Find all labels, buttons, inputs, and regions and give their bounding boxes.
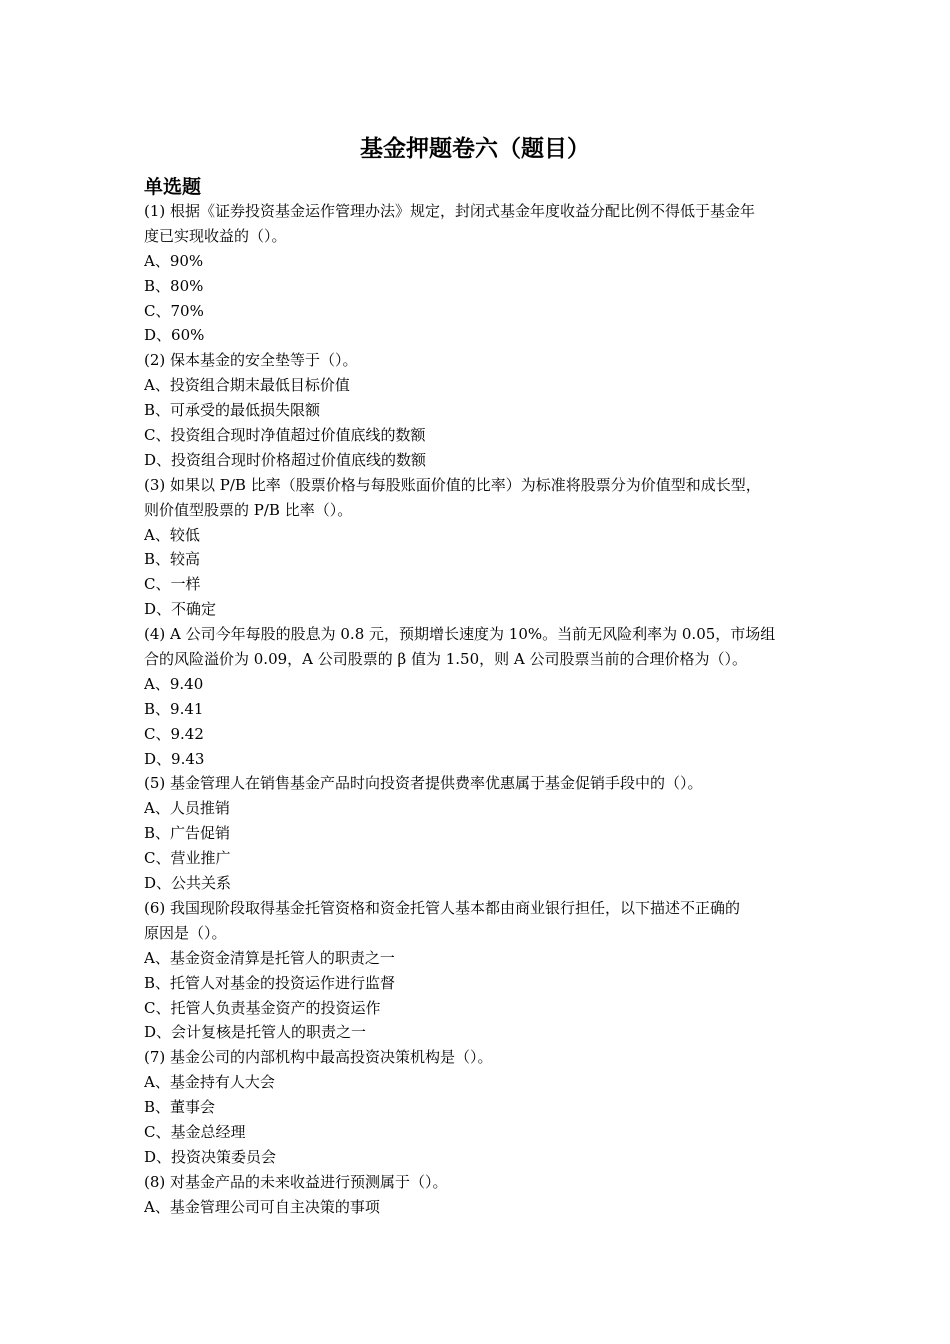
option-d: D、投资组合现时价格超过价值底线的数额 bbox=[144, 450, 427, 469]
question-text: (3) 如果以 P/B 比率（股票价格与每股账面价值的比率）为标准将股票分为价值型和成长型， bbox=[144, 475, 761, 494]
option-c: C、基金总经理 bbox=[144, 1122, 246, 1141]
question-text: (4) A 公司今年每股的股息为 0.8 元，预期增长速度为 10%。当前无风险利率为 0.05，市场组 bbox=[144, 625, 776, 644]
option-b: B、9.41 bbox=[144, 699, 204, 718]
option-a: A、基金资金清算是托管人的职责之一 bbox=[144, 948, 395, 967]
option-b: B、较高 bbox=[144, 550, 201, 569]
option-b: B、广告促销 bbox=[144, 824, 231, 843]
question-8 bbox=[144, 1170, 812, 1220]
option-a: A、基金管理公司可自主决策的事项 bbox=[144, 1197, 380, 1216]
option-d: D、9.43 bbox=[144, 749, 205, 768]
option-c: C、营业推广 bbox=[144, 849, 231, 868]
option-d: D、公共关系 bbox=[144, 874, 232, 893]
option-a: A、9.40 bbox=[144, 674, 204, 693]
question-text: 合的风险溢价为 0.09，A 公司股票的 β 值为 1.50，则 A 公司股票当前的合理价格为（）。 bbox=[144, 650, 748, 669]
option-c: C、托管人负责基金资产的投资运作 bbox=[144, 998, 381, 1017]
question-text: (2) 保本基金的安全垫等于（）。 bbox=[144, 351, 358, 370]
question-text: (8) 对基金产品的未来收益进行预测属于（）。 bbox=[144, 1172, 448, 1191]
option-a: A、人员推销 bbox=[144, 799, 230, 818]
question-text: 度已实现收益的（）。 bbox=[144, 226, 287, 245]
option-d: D、不确定 bbox=[144, 600, 217, 619]
question-text: (6) 我国现阶段取得基金托管资格和资金托管人基本都由商业银行担任，以下描述不正确的 bbox=[144, 898, 741, 917]
option-c: C、9.42 bbox=[144, 724, 204, 743]
option-b: B、董事会 bbox=[144, 1098, 216, 1117]
question-3 bbox=[144, 473, 812, 622]
option-d: D、60% bbox=[144, 326, 205, 345]
section-heading: 单选题 bbox=[144, 176, 202, 198]
question-4 bbox=[144, 622, 812, 771]
option-a: A、基金持有人大会 bbox=[144, 1073, 275, 1092]
question-2 bbox=[144, 348, 812, 472]
option-c: C、投资组合现时净值超过价值底线的数额 bbox=[144, 426, 426, 445]
option-b: B、托管人对基金的投资运作进行监督 bbox=[144, 973, 396, 992]
option-a: A、较低 bbox=[144, 525, 200, 544]
question-6 bbox=[144, 896, 812, 1045]
question-text: (1) 根据《证券投资基金运作管理办法》规定，封闭式基金年度收益分配比例不得低于基金年 bbox=[144, 202, 756, 220]
option-d: D、投资决策委员会 bbox=[144, 1147, 277, 1166]
option-b: B、可承受的最低损失限额 bbox=[144, 401, 321, 420]
option-b: B、80% bbox=[144, 276, 204, 295]
question-text: (7) 基金公司的内部机构中最高投资决策机构是（）。 bbox=[144, 1048, 493, 1067]
question-text: 原因是（）。 bbox=[144, 923, 227, 942]
question-7 bbox=[144, 1045, 812, 1169]
option-a: A、投资组合期末最低目标价值 bbox=[144, 376, 350, 395]
question-1 bbox=[144, 199, 812, 348]
document-title: 基金押题卷六（题目） bbox=[360, 136, 590, 162]
option-c: C、一样 bbox=[144, 575, 201, 594]
option-c: C、70% bbox=[144, 301, 204, 320]
question-text: 则价值型股票的 P/B 比率（）。 bbox=[144, 500, 353, 519]
question-text: (5) 基金管理人在销售基金产品时向投资者提供费率优惠属于基金促销手段中的（）。 bbox=[144, 774, 703, 793]
option-a: A、90% bbox=[144, 251, 204, 270]
question-5 bbox=[144, 771, 812, 895]
option-d: D、会计复核是托管人的职责之一 bbox=[144, 1023, 367, 1042]
question-list bbox=[144, 199, 812, 1220]
